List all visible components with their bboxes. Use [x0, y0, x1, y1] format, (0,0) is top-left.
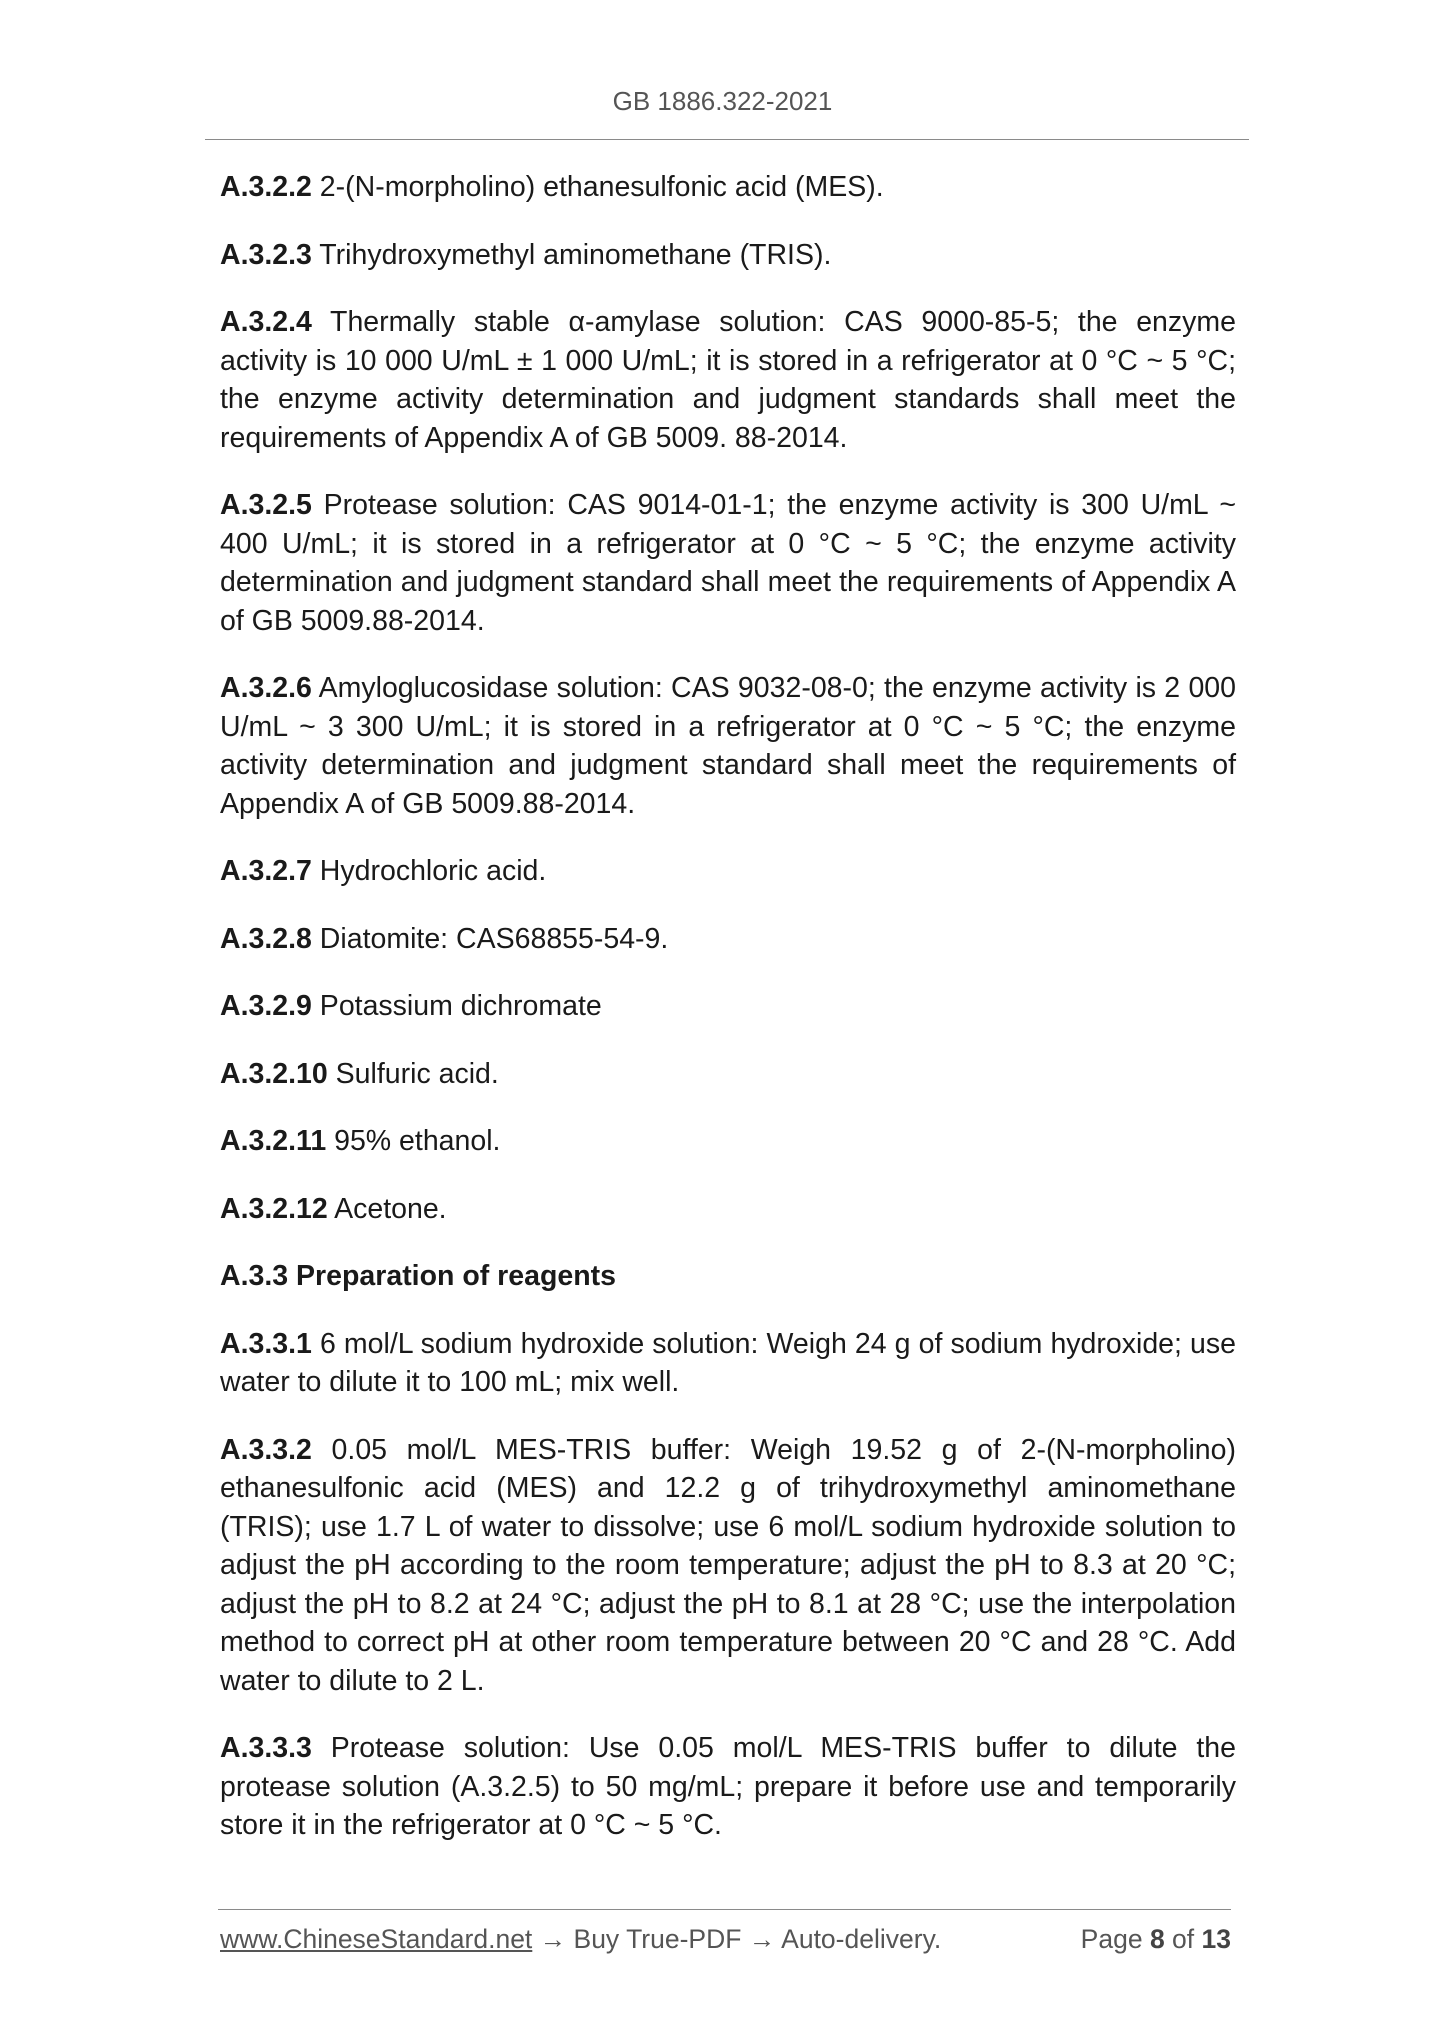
clause-text: Potassium dichromate	[311, 990, 602, 1022]
clause-text: Amyloglucosidase solution: CAS 9032-08-0; the enzyme activity is 2 000 U/mL ~ 3 300 U/mL; it is stored in a refrigerator at 0 °C ~ 5 °C; the enzyme activity determination and judgment standard shall meet the requirements of Appendix A of GB 5009.88-2014.	[220, 672, 1236, 820]
page-label: Page	[1080, 1924, 1150, 1954]
website-link[interactable]: www.ChineseStandard.net	[220, 1924, 533, 1954]
page-number: 8	[1149, 1924, 1165, 1954]
clause-number: A.3.2.7	[220, 855, 312, 887]
total-pages: 13	[1201, 1924, 1231, 1954]
clause-text: 6 mol/L sodium hydroxide solution: Weigh 24 g of sodium hydroxide; use water to dilute it to 100 mL; mix well.	[220, 1327, 1236, 1398]
clause-text: Trihydroxymethyl aminomethane (TRIS).	[311, 238, 832, 271]
clause-number: A.3.2.6	[220, 672, 312, 704]
section-heading: A.3.3 Preparation of reagents	[220, 1260, 616, 1292]
clause-number: A.3.2.12	[220, 1192, 328, 1225]
clause-number: A.3.2.2	[220, 171, 312, 203]
footer-divider	[218, 1909, 1231, 1910]
paragraph-a-3-3-2	[220, 1431, 1236, 1701]
header-divider	[205, 139, 1249, 140]
clause-number: A.3.2.11	[220, 1125, 327, 1157]
clause-text: Protease solution: Use 0.05 mol/L MES-TRIS buffer to dilute the protease solution (A.3.2.5) to 50 mg/mL; prepare it before use and temporarily store it in the refrigerator at 0 °C ~ 5 °C.	[220, 1732, 1236, 1841]
clause-number: A.3.2.10	[220, 1057, 328, 1090]
paragraph-a-3-2-5	[220, 486, 1236, 640]
clause-number: A.3.2.9	[220, 990, 312, 1022]
paragraph-a-3-3-3	[220, 1729, 1236, 1845]
clause-number: A.3.2.5	[220, 489, 312, 521]
footer-promo	[220, 1924, 941, 1955]
clause-text: Acetone.	[327, 1192, 447, 1225]
paragraph-a-3-2-12	[220, 1190, 1236, 1229]
clause-number: A.3.3.3	[220, 1732, 312, 1764]
clause-number: A.3.3.2	[220, 1433, 312, 1466]
clause-text: Protease solution: CAS 9014-01-1; the enzyme activity is 300 U/mL ~ 400 U/mL; it is stored in a refrigerator at 0 °C ~ 5 °C; the enzyme activity determination and judgment standard shall meet the requirements of Appendix A of GB 5009.88-2014.	[220, 489, 1236, 637]
footer-tagline: → Buy True-PDF → Auto-delivery.	[532, 1924, 942, 1954]
clause-text: 0.05 mol/L MES-TRIS buffer: Weigh 19.52 g of 2-(N-morpholino) ethanesulfonic acid (MES) and 12.2 g of trihydroxymethyl aminomethane (TRIS); use 1.7 L of water to dissolve; use 6 mol/L sodium hydroxide solution to adjust the pH according to the room temperature; adjust the pH to 8.3 at 20 °C; adjust the pH to 8.2 at 24 °C; adjust the pH to 8.1 at 28 °C; use the interpolation method to correct pH at other room temperature between 20 °C and 28 °C. Add water to dilute to 2 L.	[220, 1433, 1236, 1697]
clause-text: Hydrochloric acid.	[311, 855, 547, 887]
paragraph-a-3-3-1	[220, 1325, 1236, 1402]
paragraph-a-3-2-6	[220, 669, 1236, 823]
paragraph-a-3-2-9	[220, 987, 1236, 1026]
clause-number: A.3.2.4	[220, 306, 312, 338]
clause-text: Sulfuric acid.	[327, 1057, 499, 1090]
paragraph-a-3-2-3	[220, 236, 1236, 275]
clause-number: A.3.3.1	[220, 1327, 312, 1360]
clause-number: A.3.2.3	[220, 238, 312, 271]
document-header	[0, 86, 1445, 117]
paragraph-a-3-2-8	[220, 920, 1236, 959]
clause-text: Thermally stable α-amylase solution: CAS 9000-85-5; the enzyme activity is 10 000 U/mL ± 1 000 U/mL; it is stored in a refrigerator at 0 °C ~ 5 °C; the enzyme activity determination and judgment standards shall meet the requirements of Appendix A of GB 5009. 88-2014.	[220, 306, 1236, 454]
document-body	[220, 168, 1236, 1874]
clause-text: 2-(N-morpholino) ethanesulfonic acid (MES).	[311, 171, 884, 203]
paragraph-a-3-2-10	[220, 1055, 1236, 1094]
clause-text: 95% ethanol.	[326, 1125, 501, 1157]
paragraph-a-3-2-11	[220, 1122, 1236, 1161]
paragraph-a-3-2-4	[220, 303, 1236, 457]
paragraph-a-3-2-2	[220, 168, 1236, 207]
paragraph-a-3-2-7	[220, 852, 1236, 891]
document-id: GB 1886.322-2021	[612, 86, 833, 116]
clause-text: Diatomite: CAS68855-54-9.	[311, 922, 669, 955]
of-label: of	[1164, 1924, 1202, 1954]
clause-number: A.3.2.8	[220, 922, 312, 955]
page-indicator	[1081, 1924, 1231, 1955]
